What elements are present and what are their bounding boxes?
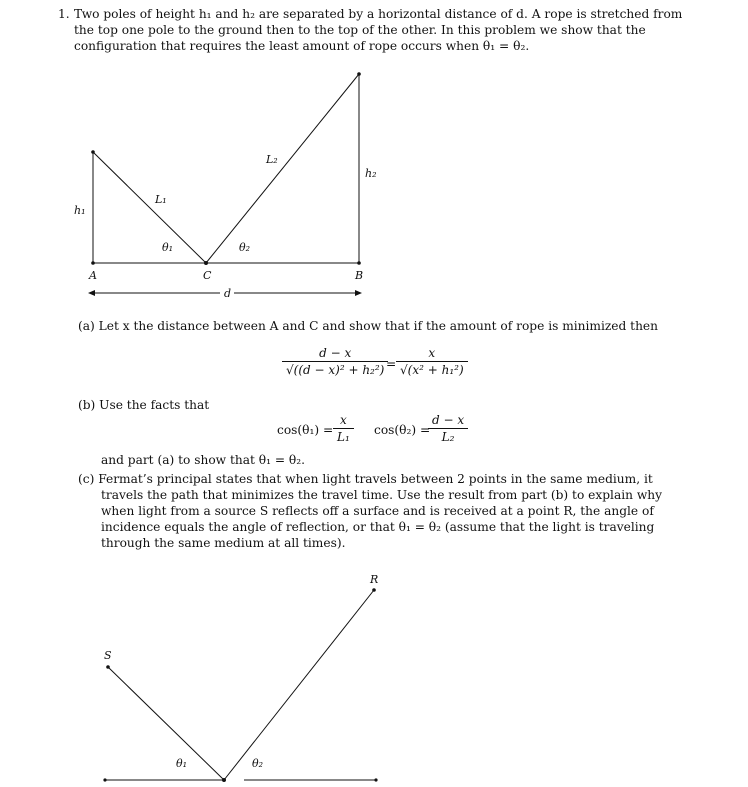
problem-line-1: Two poles of height h₁ and h₂ are separated by a horizontal distance of d. A rope is stretched from (74, 7, 683, 21)
ray-reflected (224, 590, 374, 780)
part-b-cos1: cos(θ₁) = (277, 423, 334, 437)
part-a-equals: = (386, 357, 397, 371)
label-R: R (370, 573, 379, 586)
label-theta1: θ₁ (162, 241, 174, 254)
part-b-cos2: cos(θ₂) = (374, 423, 431, 437)
part-a-lhs-denominator: √((d − x)² + h₂²) (282, 361, 388, 377)
label-theta2: θ₂ (239, 241, 251, 254)
part-a-lhs-numerator: d − x (319, 346, 352, 360)
label-A: A (89, 269, 97, 282)
point-A-dot (91, 261, 95, 265)
part-c-line-2: travels the path that minimizes the travel time. Use the result from part (b) to explain why (101, 488, 663, 502)
arrowhead-right (355, 290, 362, 296)
part-c-line-1: (c) Fermat’s principal states that when light travels between 2 points in the same medium, it (78, 472, 653, 486)
part-b-cos1-denominator: L₁ (333, 428, 354, 444)
part-b-cos2-denominator: L₂ (428, 428, 468, 444)
label-h1: h₁ (74, 204, 86, 217)
part-b-cos2-numerator: d − x (432, 413, 465, 427)
rope-L1 (93, 152, 206, 263)
part-b-cos2-fraction (428, 413, 468, 444)
problem-line-2: the top one pole to the ground then to the top of the other. In this problem we show that the (74, 23, 646, 37)
label-theta1-fig2: θ₁ (176, 757, 188, 770)
part-c-line-4: incidence equals the angle of reflection, or that θ₁ = θ₂ (assume that the light is traveling (101, 520, 655, 534)
point-B-dot (357, 261, 361, 265)
rope-L2 (206, 74, 359, 263)
arrowhead-left (88, 290, 95, 296)
label-B: B (355, 269, 364, 282)
part-c-line-5: through the same medium at all times). (101, 536, 346, 550)
label-theta2-fig2: θ₂ (252, 757, 264, 770)
problem-number: 1. (58, 7, 70, 21)
part-a-rhs-numerator: x (428, 346, 436, 360)
point-S-dot (106, 665, 110, 669)
label-C: C (203, 269, 212, 282)
label-S: S (104, 649, 112, 662)
part-b-cos1-numerator: x (340, 413, 347, 427)
label-h2: h₂ (365, 167, 377, 180)
label-d: d (224, 287, 232, 300)
surface-right-end-dot (374, 778, 377, 781)
point-R-dot (372, 588, 376, 592)
part-c-line-3: when light from a source S reflects off a surface and is received at a point R, the angle of (101, 504, 654, 518)
point-C-dot (204, 261, 208, 265)
part-b-after: and part (a) to show that θ₁ = θ₂. (101, 453, 306, 467)
label-L1: L₁ (155, 193, 167, 206)
part-a-text: (a) Let x the distance between A and C and show that if the amount of rope is minimized then (78, 319, 658, 333)
part-a-rhs-fraction (396, 346, 468, 377)
pole2-top-dot (357, 72, 361, 76)
part-a-lhs-fraction (282, 346, 388, 377)
part-b-text: (b) Use the facts that (78, 398, 210, 412)
reflection-point-dot (222, 778, 226, 782)
surface-left-end-dot (103, 778, 106, 781)
pole1-top-dot (91, 150, 95, 154)
part-b-cos1-fraction (333, 413, 354, 444)
problem-line-3: configuration that requires the least amount of rope occurs when θ₁ = θ₂. (74, 39, 530, 53)
ray-incident (108, 667, 224, 780)
part-a-rhs-denominator: √(x² + h₁²) (396, 361, 468, 377)
label-L2: L₂ (266, 153, 278, 166)
